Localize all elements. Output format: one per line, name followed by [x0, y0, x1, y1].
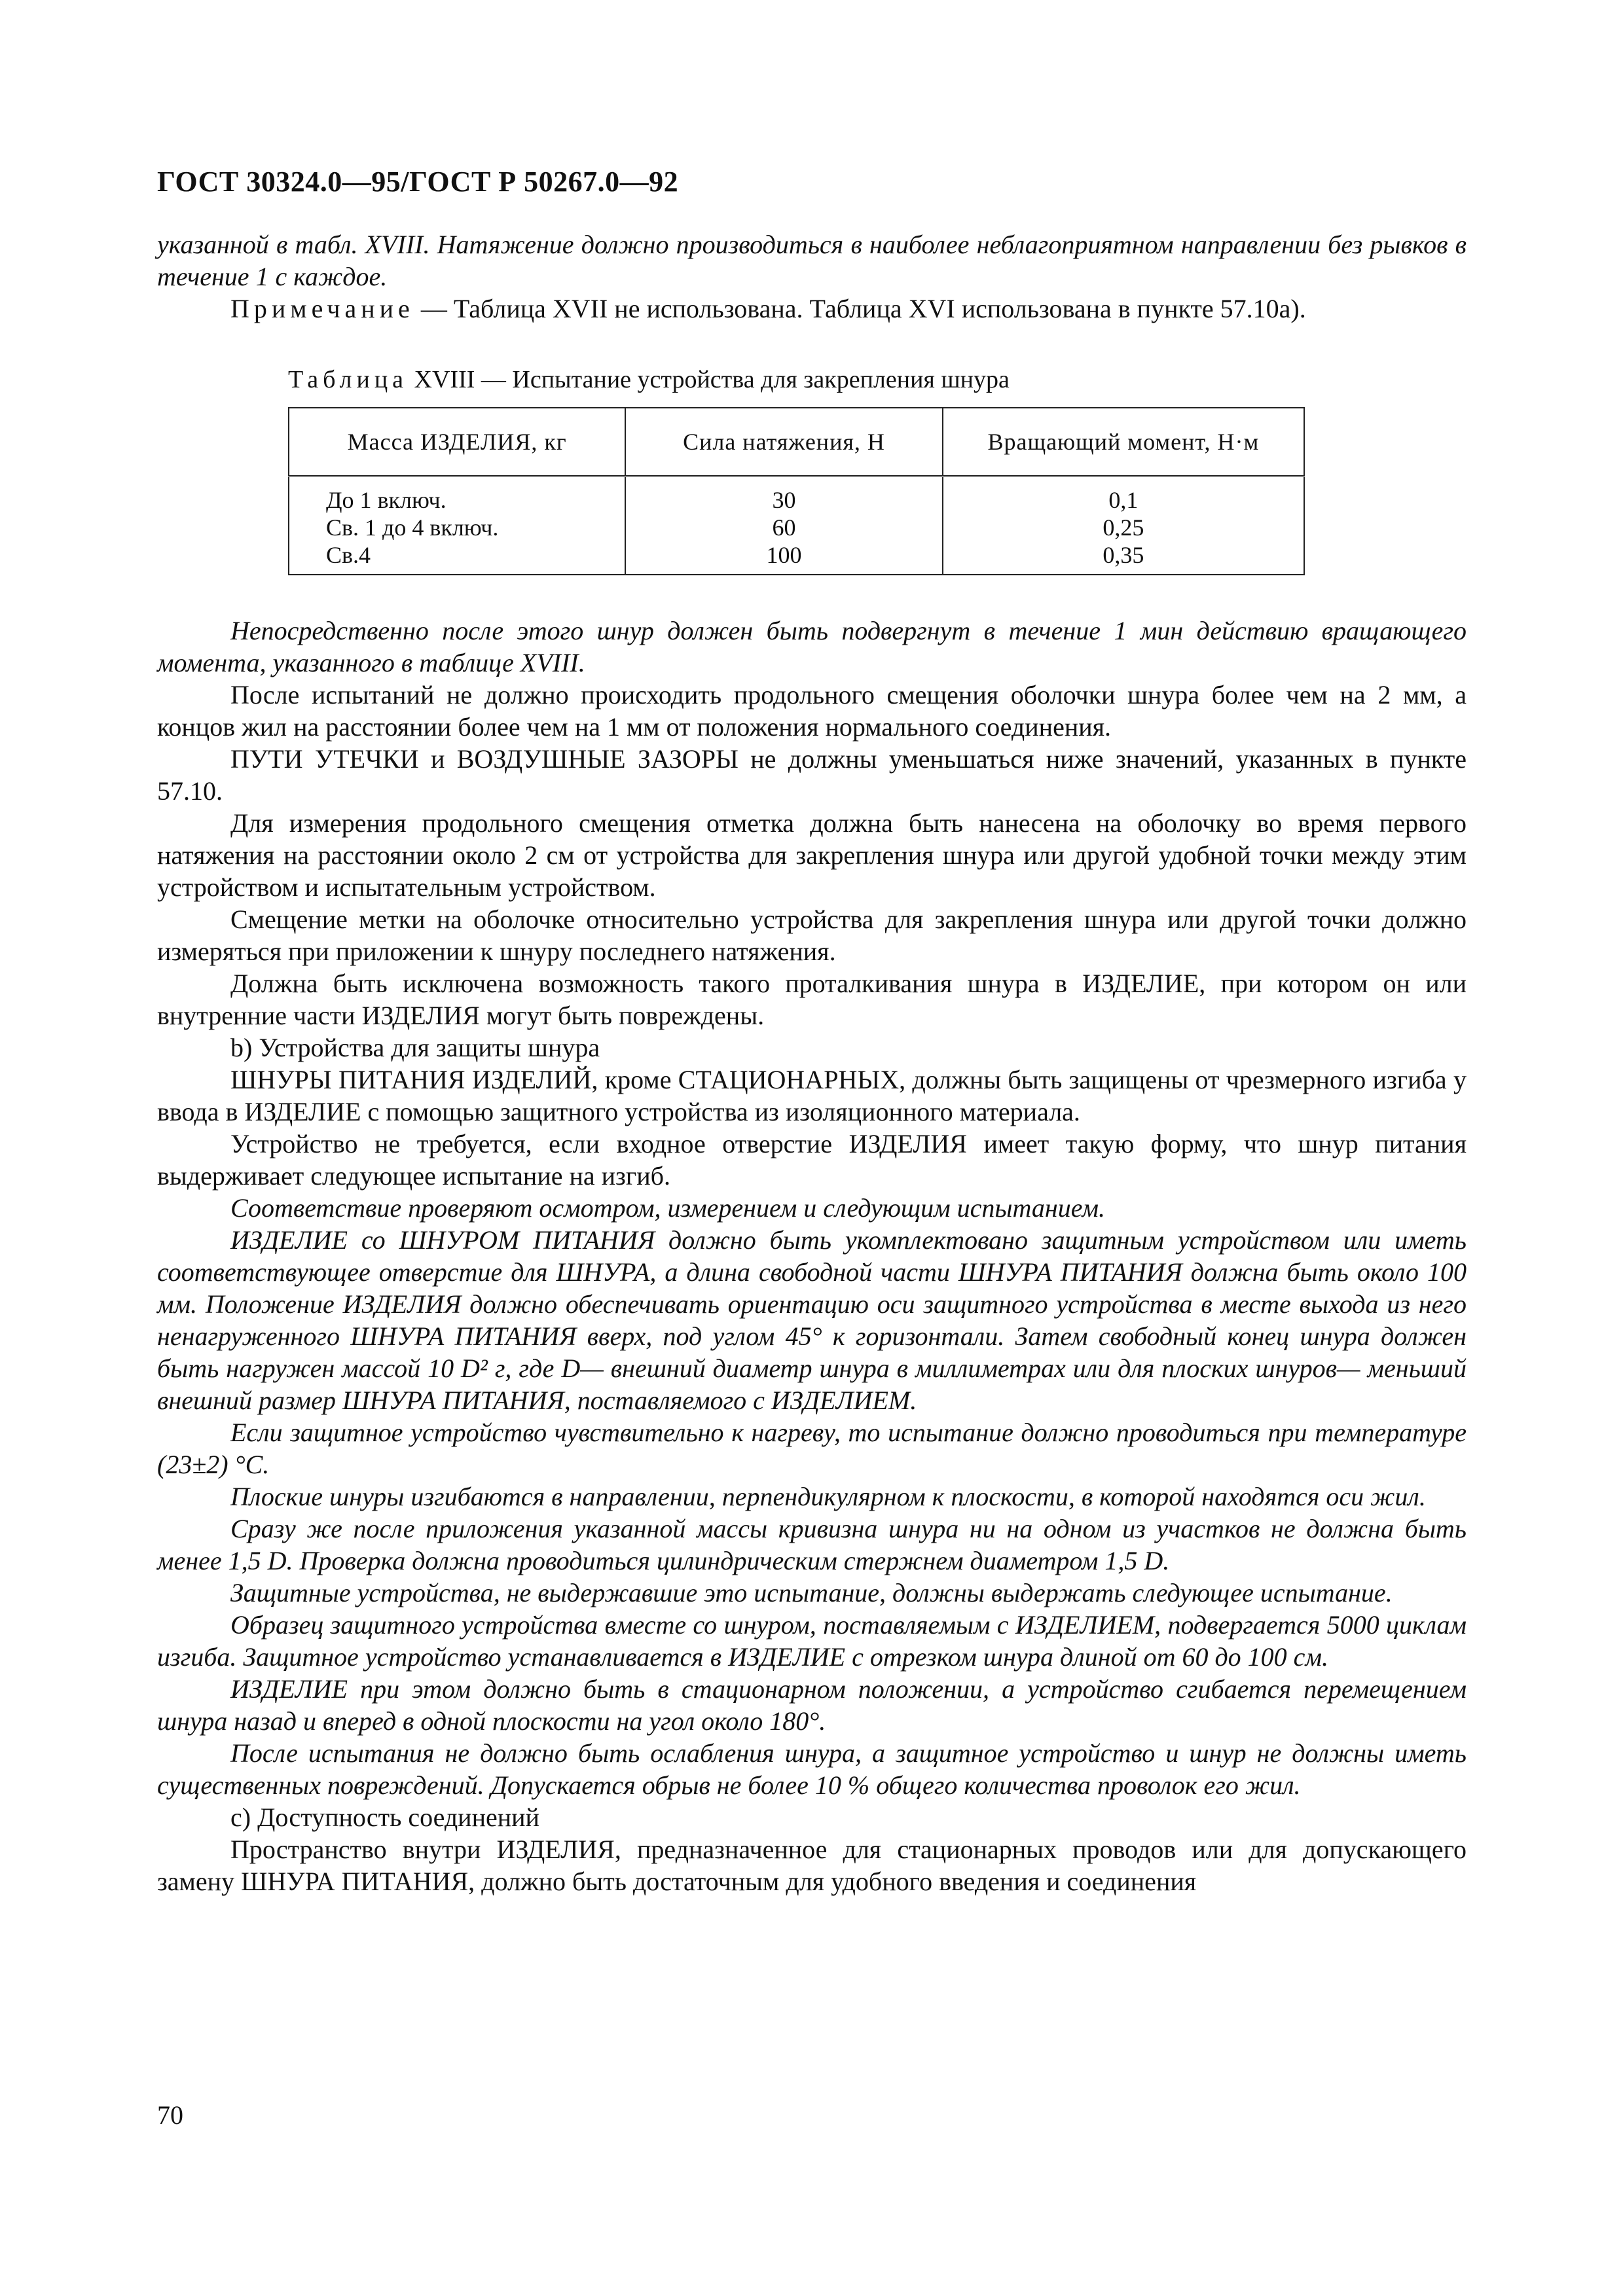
document-header: ГОСТ 30324.0—95/ГОСТ Р 50267.0—92: [157, 166, 679, 198]
paragraph: Должна быть исключена возможность такого проталкивания шнура в ИЗДЕЛИЕ, при котором он или внутренние части ИЗДЕЛИЯ могут быть повреждены.: [157, 969, 1467, 1030]
table-header-row: [289, 408, 1304, 476]
table-caption: [288, 365, 1467, 394]
paragraph: ИЗДЕЛИЕ при этом должно быть в стационарном положении, а устройство сгибается перемещением шнура назад и вперед в одной плоскости на угол около 180°.: [157, 1674, 1467, 1736]
paragraph: После испытаний не должно происходить продольного смещения оболочки шнура более чем на 2 мм, а концов жил на расстоянии более чем на 1 мм от положения нормального соединения.: [157, 680, 1467, 742]
paragraph: Если защитное устройство чувствительно к нагреву, то испытание должно проводиться при температуре (23±2) °С.: [157, 1418, 1467, 1479]
table-cell: 0,1: [1108, 487, 1139, 513]
table-cell: 60: [772, 514, 796, 541]
paragraph: После испытания не должно быть ослабления шнура, а защитное устройство и шнур не должны иметь существенных повреждений. Допускается обрыв не более 10 % общего количества проволок его жил.: [157, 1738, 1467, 1800]
table-caption-text: XVIII — Испытание устройства для закрепления шнура: [408, 366, 1010, 393]
table-cell: 0,25: [1103, 514, 1144, 541]
table-caption-label: Таблица: [288, 366, 409, 393]
table-xviii: [288, 407, 1305, 575]
paragraph: с) Доступность соединений: [230, 1803, 539, 1832]
paragraph: Для измерения продольного смещения отметка должна быть нанесена на оболочку во время первого натяжения на расстоянии около 2 см от устройства для закрепления шнура или другой удобной точки между этим устройством и испытательным устройством.: [157, 808, 1467, 902]
table-cell: 30: [772, 487, 796, 513]
table-cell: 100: [766, 542, 802, 568]
paragraph: Защитные устройства, не выдержавшие это испытание, должны выдержать следующее испытание.: [230, 1578, 1393, 1607]
table-cell: Св.4: [326, 542, 371, 568]
document-page: [157, 157, 1467, 1897]
table-header-torque: Вращающий момент, Н·м: [943, 408, 1304, 476]
paragraph: Устройство не требуется, если входное отверстие ИЗДЕЛИЯ имеет такую форму, что шнур питания выдерживает следующее испытание на изгиб.: [157, 1129, 1467, 1191]
table-body-row: [289, 476, 1304, 575]
note-label: Примечание: [230, 294, 414, 323]
table-header-mass: Масса ИЗДЕЛИЯ, кг: [289, 408, 625, 476]
paragraph: Соответствие проверяют осмотром, измерением и следующим испытанием.: [230, 1193, 1105, 1223]
paragraph: ИЗДЕЛИЕ со ШНУРОМ ПИТАНИЯ должно быть укомплектовано защитным устройством или иметь соответствующее отверстие для ШНУРА, а длина свободной части ШНУРА ПИТАНИЯ должна быть около 100 мм. Положение ИЗДЕЛИЯ должно обеспечивать ориентацию оси защитного устройства в месте выхода из него ненагруженного ШНУРА ПИТАНИЯ вверх, под углом 45° к горизонтали. Затем свободный конец шнура должен быть нагружен массой 10 D² г, где D— внешний диаметр шнура в миллиметрах или для плоских шнуров— меньший внешний размер ШНУРА ПИТАНИЯ, поставляемого с ИЗДЕЛИЕМ.: [157, 1225, 1467, 1415]
paragraph: ПУТИ УТЕЧКИ и ВОЗДУШНЫЕ ЗАЗОРЫ не должны уменьшаться ниже значений, указанных в пункте 57.10.: [157, 744, 1467, 806]
paragraph-continued: указанной в табл. XVIII. Натяжение должно производиться в наиболее неблагоприятном направлении без рывков в течение 1 с каждое.: [157, 230, 1467, 291]
note: [157, 293, 1467, 325]
paragraph: Сразу же после приложения указанной массы кривизна шнура ни на одном из участков не должна быть менее 1,5 D. Проверка должна проводиться цилиндрическим стержнем диаметром 1,5 D.: [157, 1514, 1467, 1575]
table-column-torque: [943, 476, 1304, 575]
paragraph: Непосредственно после этого шнур должен быть подвергнут в течение 1 мин действию вращающего момента, указанного в таблице XVIII.: [157, 616, 1467, 677]
table-column-mass: [289, 476, 625, 575]
note-text: — Таблица XVII не использована. Таблица XVI использована в пункте 57.10а).: [414, 294, 1306, 323]
paragraph: ШНУРЫ ПИТАНИЯ ИЗДЕЛИЙ, кроме СТАЦИОНАРНЫХ, должны быть защищены от чрезмерного изгиба у ввода в ИЗДЕЛИЕ с помощью защитного устройства из изоляционного материала.: [157, 1065, 1467, 1126]
paragraph: Образец защитного устройства вместе со шнуром, поставляемым с ИЗДЕЛИЕМ, подвергается 5000 циклам изгиба. Защитное устройство устанавливается в ИЗДЕЛИЕ с отрезком шнура длиной от 60 до 100 см.: [157, 1610, 1467, 1672]
table-cell: До 1 включ.: [326, 487, 447, 513]
paragraph: Смещение метки на оболочке относительно устройства для закрепления шнура или другой точки должно измеряться при приложении к шнуру последнего натяжения.: [157, 905, 1467, 966]
table-header-force: Сила натяжения, Н: [625, 408, 942, 476]
table-column-force: [625, 476, 942, 575]
table-cell: Св. 1 до 4 включ.: [326, 514, 499, 541]
paragraph: Пространство внутри ИЗДЕЛИЯ, предназначенное для стационарных проводов или для допускающего замену ШНУРА ПИТАНИЯ, должно быть достаточным для удобного введения и соединения: [157, 1835, 1467, 1896]
table-cell: 0,35: [1103, 542, 1144, 568]
paragraph: b) Устройства для защиты шнура: [230, 1033, 600, 1062]
page-number: 70: [157, 2100, 183, 2130]
paragraph: Плоские шнуры изгибаются в направлении, перпендикулярном к плоскости, в которой находятся оси жил.: [230, 1482, 1426, 1511]
body-text: [157, 615, 1467, 1897]
